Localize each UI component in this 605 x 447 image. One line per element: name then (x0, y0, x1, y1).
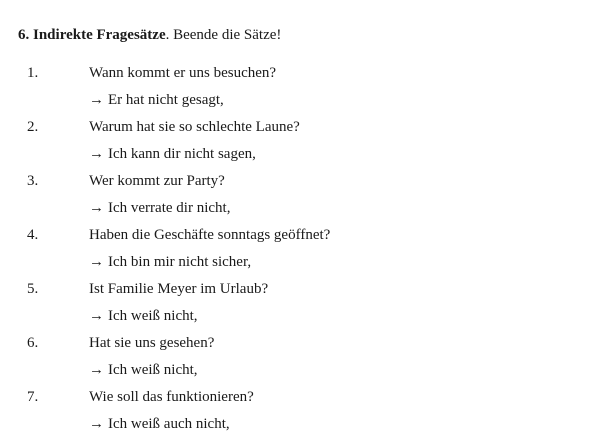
exercise-heading (18, 26, 281, 44)
exercise-instruction: . Beende die Sätze! (165, 27, 282, 43)
exercise-item (0, 333, 605, 387)
arrow-icon: → (89, 416, 104, 432)
item-answer-prompt (89, 252, 251, 272)
arrow-icon: → (89, 254, 104, 270)
answer-start: Er hat nicht gesagt, (108, 92, 224, 108)
answer-start: Ich weiß nicht, (108, 362, 198, 378)
arrow-icon: → (89, 92, 104, 108)
answer-start: Ich weiß nicht, (108, 308, 198, 324)
answer-start: Ich verrate dir nicht, (108, 200, 231, 216)
exercise-item (0, 279, 605, 333)
exercise-item (0, 387, 605, 441)
item-answer-prompt (89, 306, 198, 326)
item-answer-prompt (89, 90, 224, 110)
exercise-item (0, 171, 605, 225)
item-question: Warum hat sie so schlechte Laune? (89, 119, 300, 135)
arrow-icon: → (89, 146, 104, 162)
item-answer-prompt (89, 198, 230, 218)
item-number: 3. (27, 173, 39, 189)
item-number: 7. (27, 389, 39, 405)
arrow-icon: → (89, 362, 104, 378)
item-question: Wie soll das funktionieren? (89, 389, 254, 405)
item-number: 6. (27, 335, 39, 351)
answer-start: Ich weiß auch nicht, (108, 416, 230, 432)
item-answer-prompt (89, 144, 256, 164)
item-question: Haben die Geschäfte sonntags geöffnet? (89, 227, 331, 243)
item-question: Ist Familie Meyer im Urlaub? (89, 281, 269, 297)
item-number: 5. (27, 281, 39, 297)
item-answer-prompt (89, 360, 198, 380)
arrow-icon: → (89, 308, 104, 324)
exercise-list (0, 63, 605, 441)
item-number: 1. (27, 65, 39, 81)
item-answer-prompt (89, 414, 230, 434)
item-question: Hat sie uns gesehen? (89, 335, 215, 351)
item-question: Wann kommt er uns besuchen? (89, 65, 277, 81)
exercise-item (0, 117, 605, 171)
exercise-title: 6. Indirekte Fragesätze (18, 27, 166, 43)
exercise-item (0, 63, 605, 117)
arrow-icon: → (89, 200, 104, 216)
exercise-item (0, 225, 605, 279)
answer-start: Ich bin mir nicht sicher, (108, 254, 252, 270)
item-number: 2. (27, 119, 39, 135)
item-number: 4. (27, 227, 39, 243)
item-question: Wer kommt zur Party? (89, 173, 225, 189)
answer-start: Ich kann dir nicht sagen, (108, 146, 256, 162)
